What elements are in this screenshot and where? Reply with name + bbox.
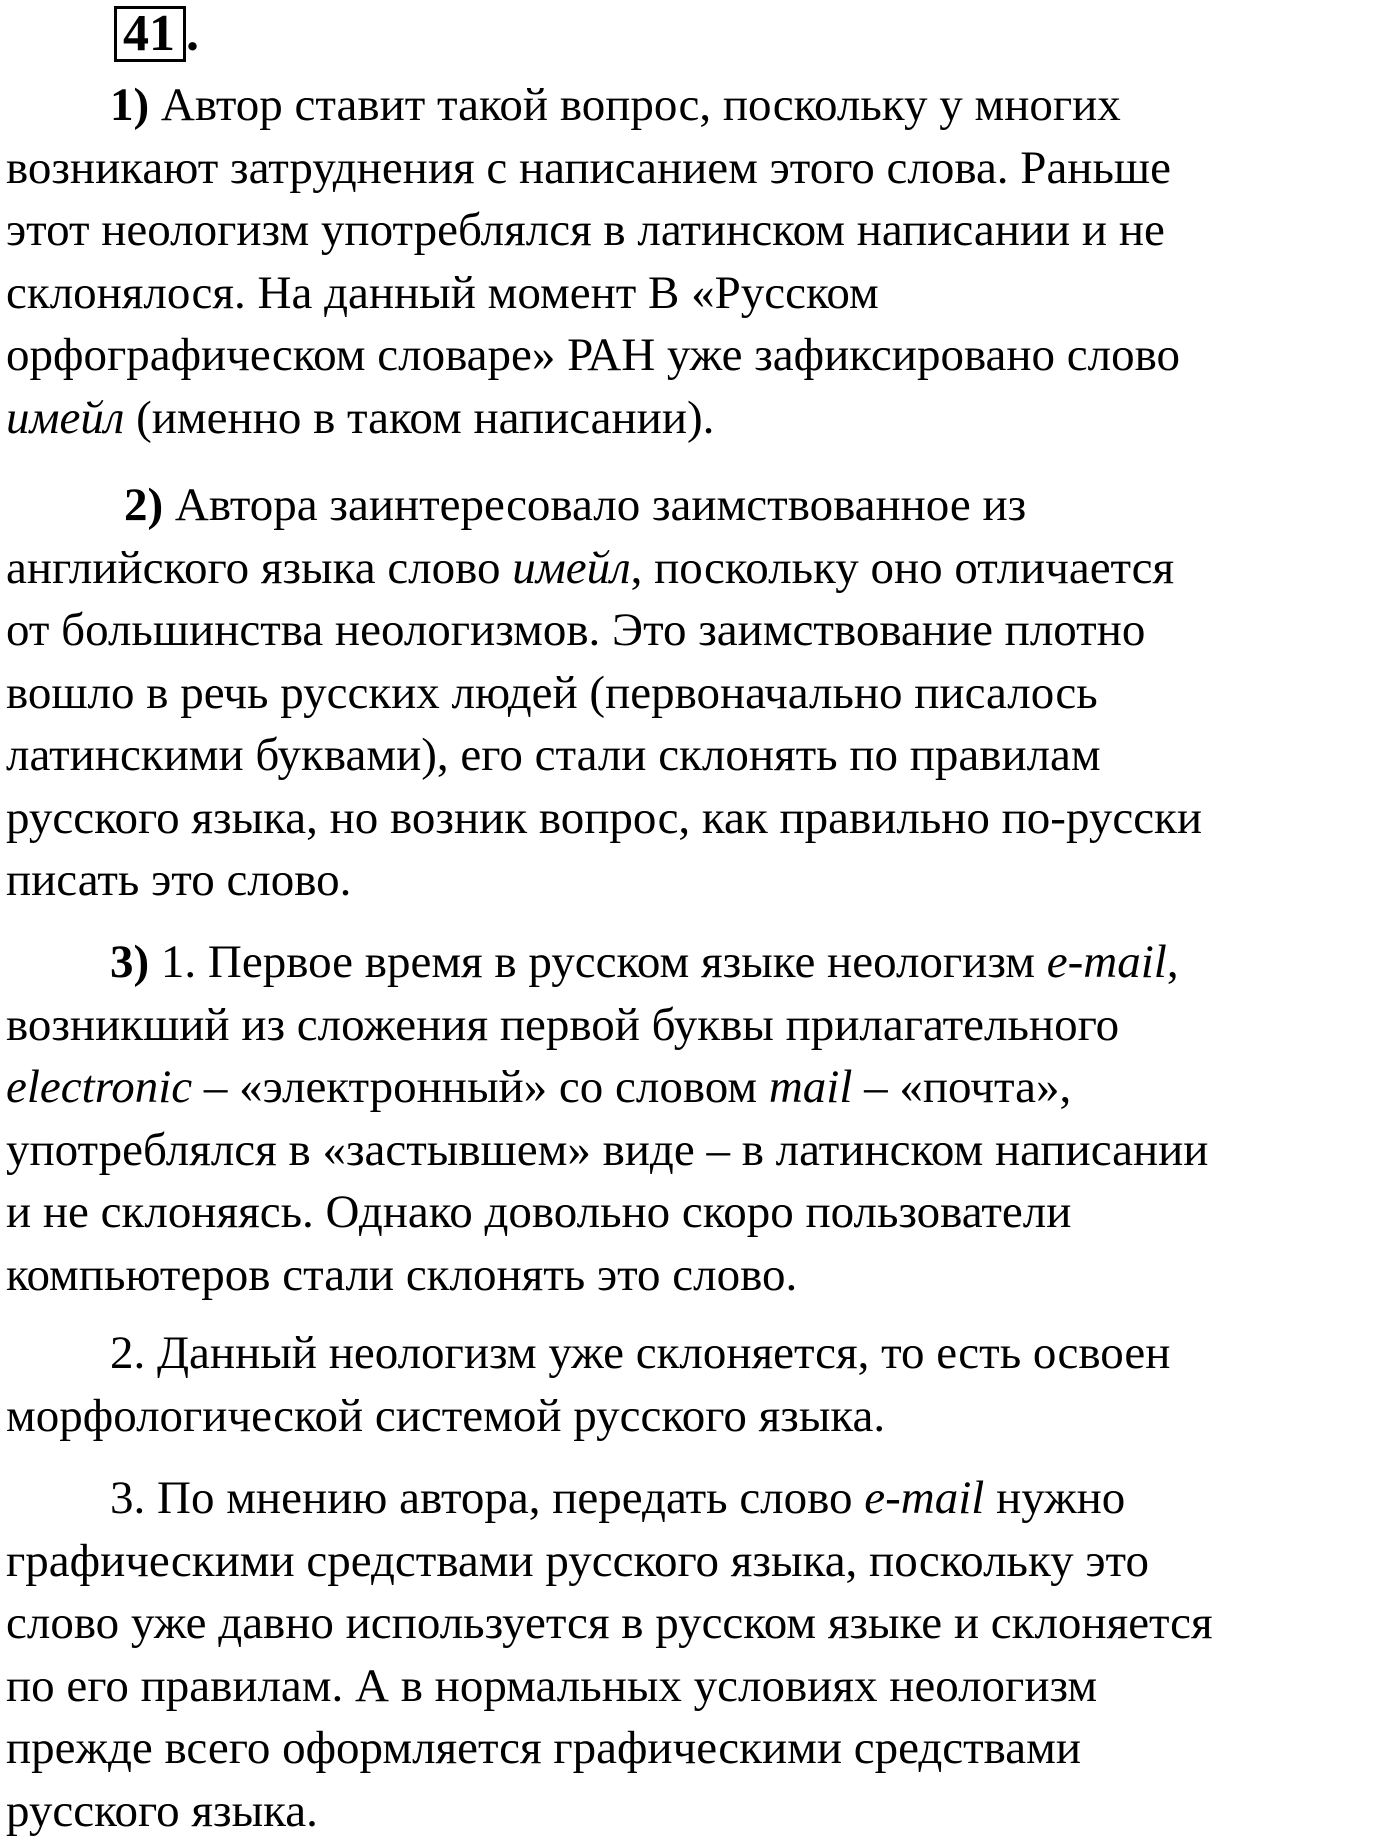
answer-3 xyxy=(6,931,1398,1306)
answer-3-line-4: употреблялся в «застывшем» виде – в латинском написании xyxy=(6,1119,1398,1182)
answer-3-line-6: компьютеров стали склонять это слово. xyxy=(6,1244,1398,1307)
answer-1-line-6: имейл (именно в таком написании). xyxy=(6,387,1398,450)
answer-3-point-2 xyxy=(6,1322,1398,1447)
task-number-box: 41 xyxy=(114,6,186,62)
answer-3-line-2: возникший из сложения первой буквы прилагательного xyxy=(6,994,1398,1057)
answer-1-line-2: возникают затруднения с написанием этого слова. Раньше xyxy=(6,137,1398,200)
answer-1-line-4: склонялося. На данный момент В «Русском xyxy=(6,262,1398,325)
answer-3-marker: 3) xyxy=(110,936,149,988)
answer-2-line-2: английского языка слово имейл, поскольку оно отличается xyxy=(6,537,1398,600)
italic-word: e-mail xyxy=(864,1472,984,1524)
point-3-line-2: графическими средствами русского языка, поскольку это xyxy=(6,1530,1398,1593)
italic-word: имейл xyxy=(6,392,124,444)
italic-word: electronic xyxy=(6,1061,192,1113)
task-number-dot: . xyxy=(186,5,199,62)
point-3-line-3: слово уже давно используется в русском языке и склоняется xyxy=(6,1592,1398,1655)
answer-2-line-3: от большинства неологизмов. Это заимствование плотно xyxy=(6,599,1398,662)
answer-3-line-3: electronic – «электронный» со словом mail – «почта», xyxy=(6,1056,1398,1119)
answer-3-point-3 xyxy=(6,1467,1398,1842)
point-3-line-6: русского языка. xyxy=(6,1780,1398,1842)
answer-1 xyxy=(6,74,1398,449)
answer-3-line-5: и не склоняясь. Однако довольно скоро пользователи xyxy=(6,1181,1398,1244)
answer-3-line-1: 3) 1. Первое время в русском языке неологизм e-mail, xyxy=(6,931,1398,994)
answer-2-marker: 2) xyxy=(124,479,163,531)
answer-2 xyxy=(6,474,1398,912)
point-3-line-1: 3. По мнению автора, передать слово e-mail нужно xyxy=(6,1467,1398,1530)
answer-2-line-4: вошло в речь русских людей (первоначально писалось xyxy=(6,662,1398,725)
answer-2-line-6: русского языка, но возник вопрос, как правильно по-русски xyxy=(6,787,1398,850)
italic-word: имейл xyxy=(512,542,630,594)
answer-1-line-3: этот неологизм употреблялся в латинском написании и не xyxy=(6,199,1398,262)
italic-word: e-mail xyxy=(1047,936,1167,988)
point-2-line-2: морфологической системой русского языка. xyxy=(6,1385,1398,1448)
answer-2-line-5: латинскими буквами), его стали склонять по правилам xyxy=(6,724,1398,787)
point-3-line-4: по его правилам. А в нормальных условиях неологизм xyxy=(6,1655,1398,1718)
task-number xyxy=(114,6,199,62)
italic-word: mail xyxy=(769,1061,853,1113)
answer-1-line-1: 1) Автор ставит такой вопрос, поскольку у многих xyxy=(6,74,1398,137)
point-2-line-1: 2. Данный неологизм уже склоняется, то есть освоен xyxy=(6,1322,1398,1385)
answer-2-line-1: 2) Автора заинтересовало заимствованное из xyxy=(6,474,1398,537)
answer-1-line-5: орфографическом словаре» РАН уже зафиксировано слово xyxy=(6,324,1398,387)
point-3-line-5: прежде всего оформляется графическими средствами xyxy=(6,1717,1398,1780)
answer-1-marker: 1) xyxy=(110,79,149,131)
answer-2-line-7: писать это слово. xyxy=(6,849,1398,912)
